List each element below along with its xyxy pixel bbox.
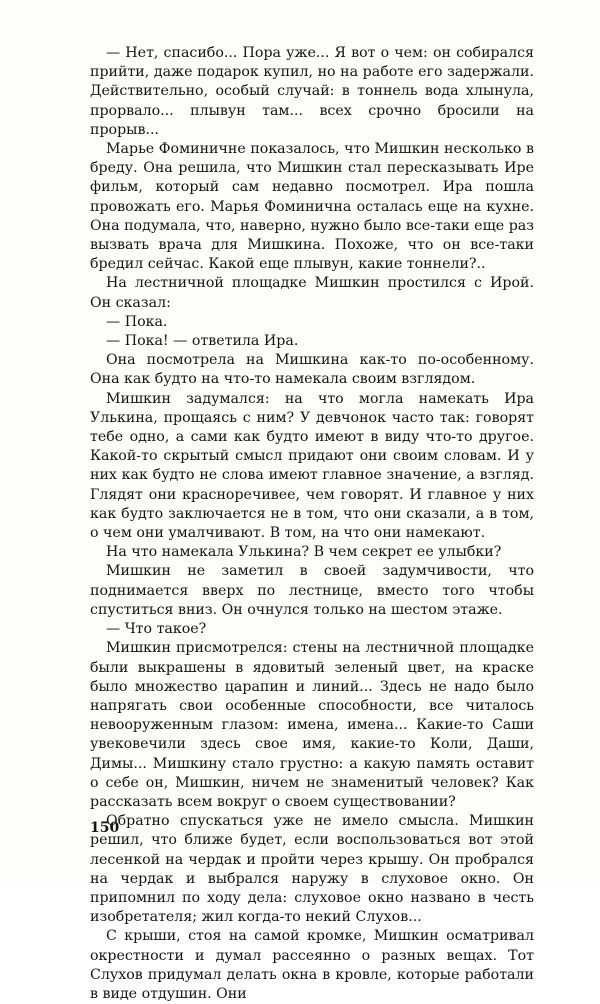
paragraph: Она посмотрела на Мишкина как-то по-особенному. Она как будто на что-то намекала своим взглядом. xyxy=(90,352,534,388)
paragraph: Мишкин присмотрелся: стены на лестничной площадке были выкрашены в ядовитый зеленый цвет, на краске было множество царапин и линий... Здесь не надо было напрягать свои особенные способности, все читалось невооруженным глазом: имена, имена... Какие-то Саши увековечили здесь свое имя, какие-то Коли, Даши, Димы... Мишкину стало грустно: а какую память оставит о себе он, Мишкин, ничем не знаменитый человек? Как рассказать всем вокруг о своем существовании? xyxy=(90,640,534,810)
paragraph: С крыши, стоя на самой кромке, Мишкин осматривал окрестности и думал рассеянно о разных вещах. Тот Слухов придумал делать окна в кровле, которые работали в виде отдушин. Они xyxy=(90,928,534,1002)
paragraph: — Что такое? xyxy=(106,621,207,638)
page-number: 150 xyxy=(90,820,120,836)
paragraph: На лестничной площадке Мишкин простился с Ирой. Он сказал: xyxy=(90,275,534,311)
paragraph: Обратно спускаться уже не имело смысла. Мишкин решил, что ближе будет, если воспользоваться вот этой лесенкой на чердак и пройти через крышу. Он пробрался на чердак и выбрался наружу в слуховое окно. Он припомнил по ходу дела: слуховое окно названо в честь изобретателя; жил когда-то некий Слухов... xyxy=(90,813,534,926)
paragraph: Марье Фоминичне показалось, что Мишкин несколько в бреду. Она решила, что Мишкин стал пересказывать Ире фильм, который сам недавно посмотрел. Ира пошла провожать его. Марья Фоминична осталась еще на кухне. Она подумала, что, наверно, нужно было все-таки еще раз вызвать врача для Мишкина. Похоже, что он все-таки бредил сейчас. Какой еще плывун, какие тоннели?.. xyxy=(90,141,534,273)
paragraph: — Пока. xyxy=(106,313,168,330)
body-text xyxy=(90,44,534,1004)
paragraph: Мишкин задумался: на что могла намекать Ира Улькина, прощаясь с ним? У девчонок часто так: говорят тебе одно, а сами как будто имеют в виду что-то другое. Какой-то скрытый смысл придают они своим словам. И у них как будто не слова имеют главное значение, а взгляд. Глядят они красноречивее, чем говорят. И главное у них как будто заключается не в том, что они сказали, а в том, о чем они умалчивают. В том, на что они намекают. xyxy=(90,390,534,542)
paragraph: На что намекала Улькина? В чем секрет ее улыбки? xyxy=(106,544,502,561)
paragraph: Мишкин не заметил в своей задумчивости, что поднимается вверх по лестнице, вместо того чтобы спуститься вниз. Он очнулся только на шестом этаже. xyxy=(90,563,534,618)
paragraph: — Пока! — ответила Ира. xyxy=(106,333,299,350)
paragraph: — Нет, спасибо... Пора уже... Я вот о чем: он собирался прийти, даже подарок купил, но на работе его задержали. Действительно, особый случай: в тоннель вода хлынула, прорвало... плывун там... всех срочно бросили на прорыв... xyxy=(90,45,534,138)
